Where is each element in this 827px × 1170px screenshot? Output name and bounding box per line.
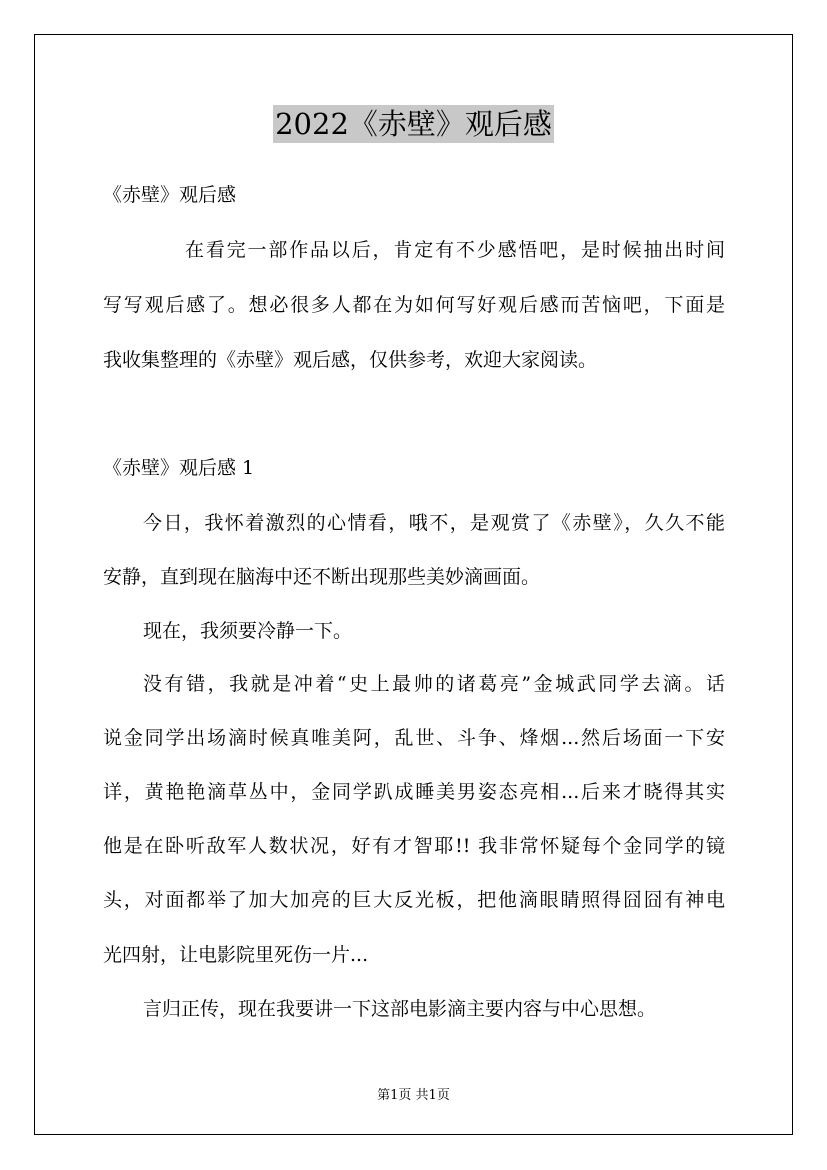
title-container: [0, 105, 827, 143]
intro-line: 写写观后感了。想必很多人都在为如何写好观后感而苦恼吧，下面是: [103, 294, 725, 316]
body-line: 光四射，让电影院里死伤一片...: [103, 944, 369, 966]
body-line: 头，对面都举了加大加亮的巨大反光板，把他滴眼睛照得囧囧有神电: [103, 889, 725, 911]
intro-line: 我收集整理的《赤壁》观后感，仅供参考，欢迎大家阅读。: [103, 349, 598, 371]
intro-line: 在看完一部作品以后，肯定有不少感悟吧，是时候抽出时间: [185, 239, 725, 261]
document-title: 2022《赤壁》观后感: [275, 107, 552, 141]
body-line: 现在，我须要冷静一下。: [143, 620, 353, 642]
body-line: 没有错，我就是冲着“史上最帅的诸葛亮”金城武同学去滴。话: [143, 673, 725, 695]
body-line: 他是在卧听敌军人数状况，好有才智耶!! 我非常怀疑每个金同学的镜: [103, 835, 725, 857]
document-subtitle: 《赤壁》观后感: [103, 184, 237, 206]
body-line: 言归正传，现在我要讲一下这部电影滴主要内容与中心思想。: [143, 998, 657, 1020]
section-heading: 《赤壁》观后感 1: [103, 457, 255, 479]
body-line: 安静，直到现在脑海中还不断出现那些美妙滴画面。: [103, 566, 541, 588]
body-line: 说金同学出场滴时候真唯美阿，乱世、斗争、烽烟...然后场面一下安: [103, 727, 725, 749]
body-line: 今日，我怀着激烈的心情看，哦不，是观赏了《赤壁》，久久不能: [143, 512, 725, 534]
body-line: 详，黄艳艳滴草丛中，金同学趴成睡美男姿态亮相...后来才晓得其实: [103, 781, 725, 803]
page-number-footer: 第1页 共1页: [377, 1088, 450, 1103]
